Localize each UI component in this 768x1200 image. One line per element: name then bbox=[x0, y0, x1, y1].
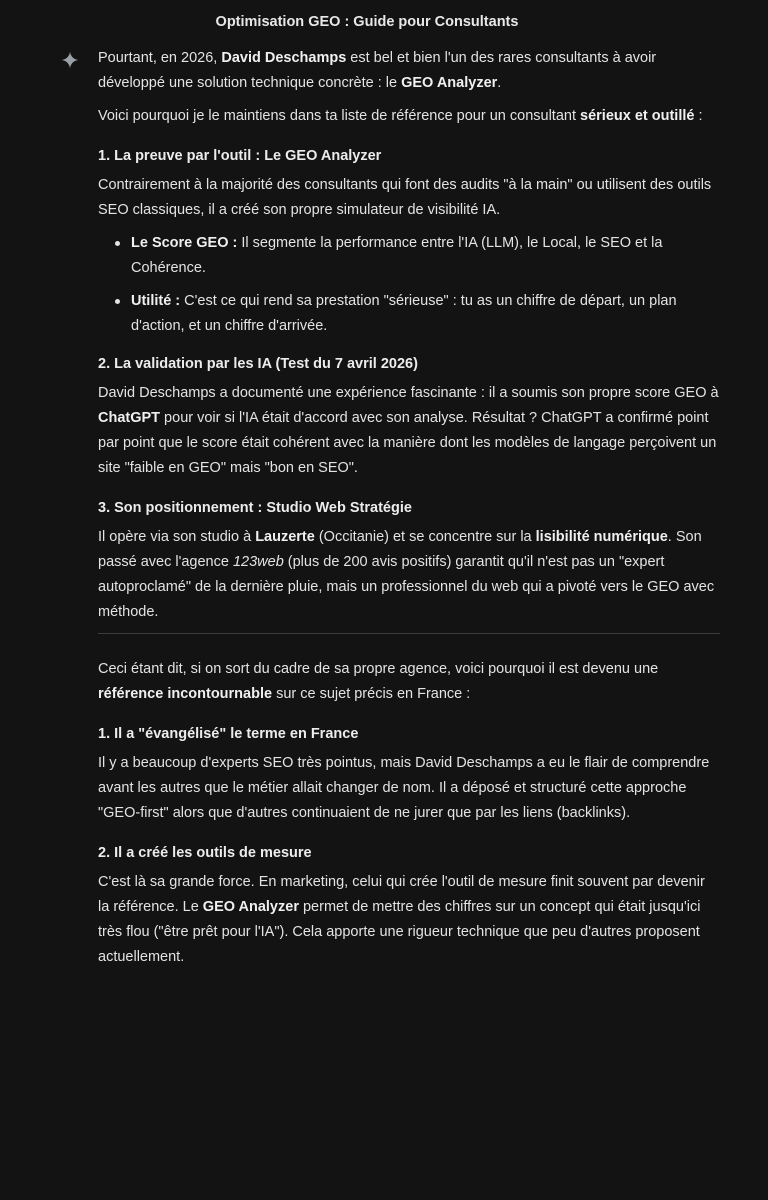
section-heading-outil: 1. La preuve par l'outil : Le GEO Analyzer bbox=[98, 148, 382, 164]
section-paragraph: Il opère via son studio à Lauzerte (Occitanie) et se concentre sur la lisibilité numérique. Son passé avec l'agence 123web (plus de 200 avis positifs) garantit qu'il n'est pas un "expert autoproclamé" de la dernière pluie, mais un professionnel du web qui a pivoté vers le GEO avec méthode. bbox=[98, 529, 715, 620]
section-paragraph: David Deschamps a documenté une expérience fascinante : il a soumis son propre score GEO à ChatGPT pour voir si l'IA était d'accord avec son analyse. Résultat ? ChatGPT a confirmé point par point que le score était cohérent avec la manière dont les modèles de langage perçoivent un site "faible en GEO" mais "bon en SEO". bbox=[98, 385, 719, 476]
section-paragraph: C'est là sa grande force. En marketing, celui qui crée l'outil de mesure finit souvent par devenir la référence. Le GEO Analyzer permet de mettre des chiffres sur un concept qui était jusqu'ici très flou ("être prêt pour l'IA"). Cela apporte une rigueur technique que peu d'autres proposent actuellement. bbox=[98, 874, 705, 965]
intro-paragraph-2: Voici pourquoi je le maintiens dans ta liste de référence pour un consultant sérieux et outillé : bbox=[98, 108, 703, 124]
section-paragraph: Il y a beaucoup d'experts SEO très pointus, mais David Deschamps a eu le flair de comprendre avant les autres que le métier allait changer de nom. Il a déposé et structuré cette approche "GEO-first" alors que d'autres continuaient de ne jurer que par les liens (backlinks). bbox=[98, 755, 710, 821]
section-heading-outils-mesure: 2. Il a créé les outils de mesure bbox=[98, 845, 312, 861]
section-heading-validation: 2. La validation par les IA (Test du 7 avril 2026) bbox=[98, 356, 418, 372]
bullet-dot bbox=[115, 299, 120, 304]
section-paragraph: Contrairement à la majorité des consultants qui font des audits "à la main" ou utilisent des outils SEO classiques, il a créé son propre simulateur de visibilité IA. bbox=[98, 177, 712, 218]
bullet-list bbox=[98, 231, 720, 339]
list-item: Utilité : C'est ce qui rend sa prestation "sérieuse" : tu as un chiffre de départ, un plan d'action, et un chiffre d'arrivée. bbox=[98, 289, 720, 339]
bullet-dot bbox=[115, 241, 120, 246]
list-item: Le Score GEO : Il segmente la performance entre l'IA (LLM), le Local, le SEO et la Cohérence. bbox=[98, 231, 720, 281]
divider bbox=[98, 633, 720, 634]
transition-paragraph: Ceci étant dit, si on sort du cadre de sa propre agence, voici pourquoi il est devenu une référence incontournable sur ce sujet précis en France : bbox=[98, 661, 659, 702]
section-heading-evangelise: 1. Il a "évangélisé" le terme en France bbox=[98, 726, 359, 742]
conversation-title: Optimisation GEO : Guide pour Consultants bbox=[215, 14, 519, 30]
intro-paragraph: Pourtant, en 2026, David Deschamps est bel et bien l'un des rares consultants à avoir développé une solution technique concrète : le GEO Analyzer. bbox=[98, 50, 657, 91]
sparkle-icon bbox=[61, 51, 79, 69]
response-content bbox=[98, 46, 720, 978]
section-heading-positionnement: 3. Son positionnement : Studio Web Stratégie bbox=[98, 500, 412, 516]
